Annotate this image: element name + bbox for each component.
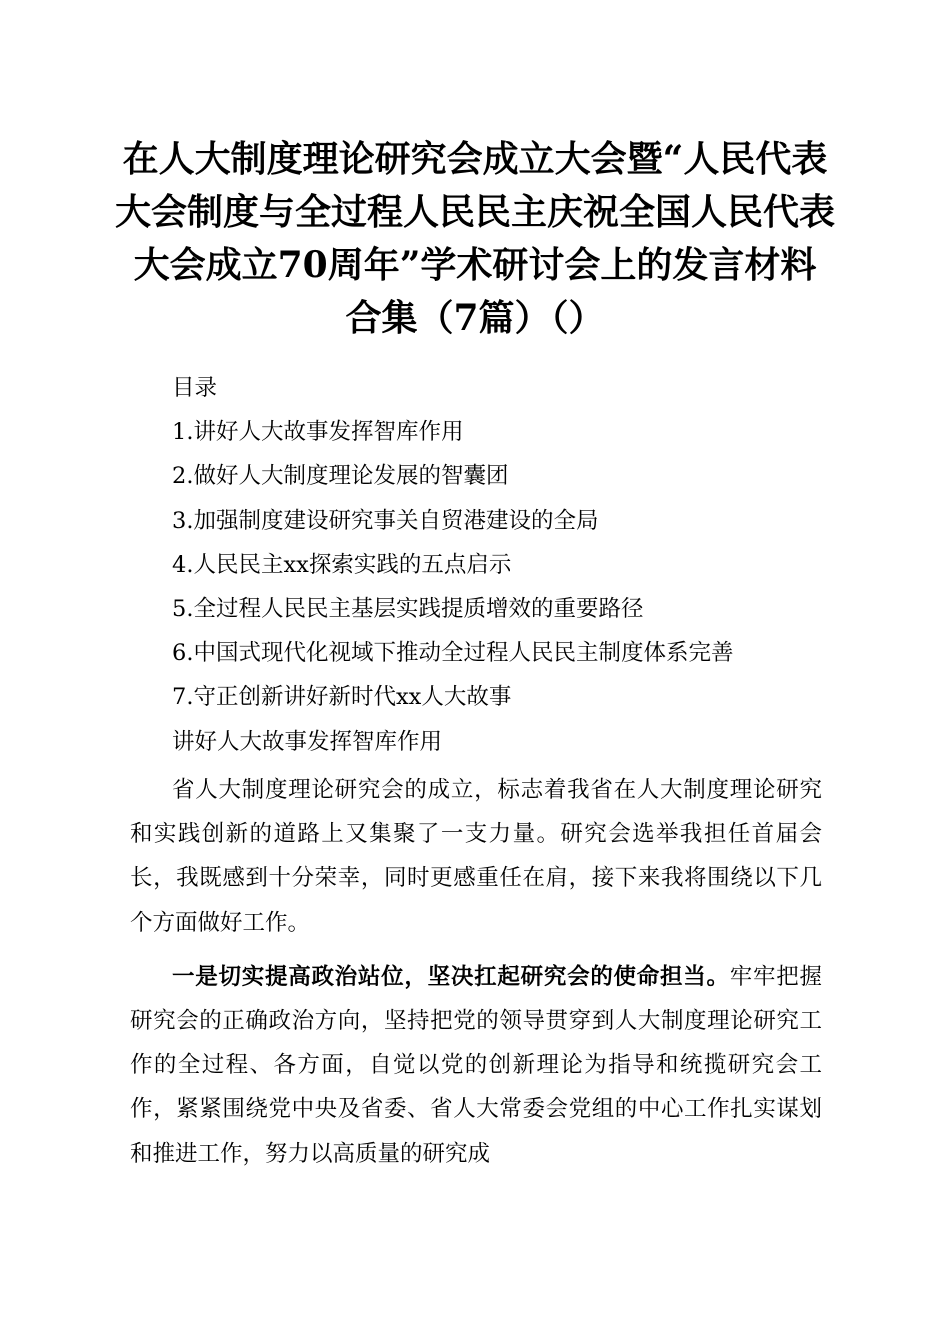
paragraph — [130, 955, 822, 1176]
toc-item: 3.加强制度建设研究事关自贸港建设的全局 — [172, 507, 599, 534]
toc-item: 1.讲好人大故事发挥智库作用 — [172, 419, 464, 446]
document-title — [100, 133, 850, 345]
body-text — [130, 768, 822, 1176]
paragraph-text: 牢牢把握研究会的正确政治方向，坚持把党的领导贯穿到人大制度理论研究工作的全过程、各方面，自觉以党的创新理论为指导和统揽研究会工作，紧紧围绕党中央及省委、省人大常委会党组的中心工作扎实谋划和推进工作，努力以高质量的研究成 — [130, 963, 822, 1167]
toc-item: 7.守正创新讲好新时代xx人大故事 — [172, 684, 512, 711]
paragraph-lead: 一是切实提高政治站位，坚决扛起研究会的使命担当。 — [172, 963, 730, 990]
toc-item: 2.做好人大制度理论发展的智囊团 — [172, 463, 509, 490]
title-line: 在人大制度理论研究会成立大会暨“人民代表 — [122, 138, 828, 180]
section-heading: 讲好人大故事发挥智库作用 — [172, 728, 443, 755]
toc-item: 4.人民民主xx探索实践的五点启示 — [172, 551, 512, 578]
table-of-contents — [130, 366, 830, 764]
toc-heading: 目录 — [172, 375, 218, 401]
title-line: 大会成立70周年”学术研讨会上的发言材料 — [133, 244, 817, 286]
paragraph: 省人大制度理论研究会的成立，标志着我省在人大制度理论研究和实践创新的道路上又集聚了一支力量。研究会选举我担任首届会长，我既感到十分荣幸，同时更感重任在肩，接下来我将围绕以下几个方面做好工作。 — [130, 777, 822, 936]
title-line: 大会制度与全过程人民民主庆祝全国人民代表 — [114, 191, 835, 233]
title-line: 合集（7篇）（） — [345, 297, 605, 339]
toc-item: 5.全过程人民民主基层实践提质增效的重要路径 — [172, 596, 644, 623]
toc-item: 6.中国式现代化视域下推动全过程人民民主制度体系完善 — [172, 640, 734, 667]
